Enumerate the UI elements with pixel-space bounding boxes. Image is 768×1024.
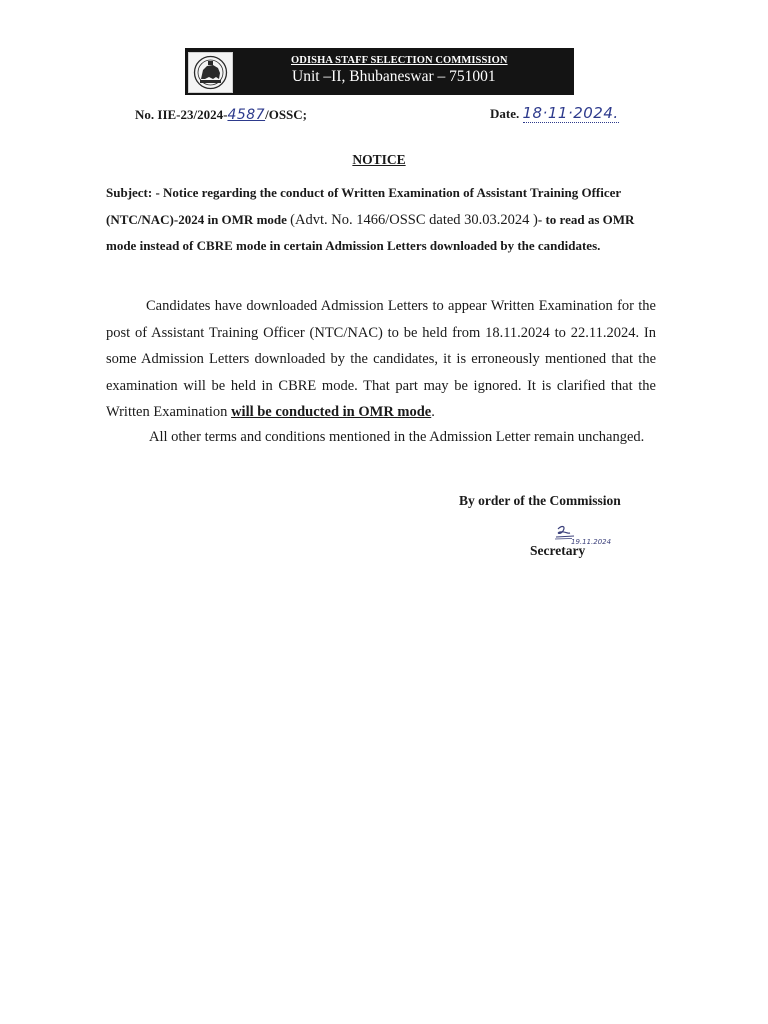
reference-suffix: /OSSC; — [265, 107, 307, 122]
para1-emphasis: will be conducted in OMR mode — [231, 404, 432, 420]
date-handwritten-value: 18·11·2024. — [522, 104, 619, 122]
secretary-designation: Secretary — [530, 543, 586, 558]
subject-bold-end-text: - to read as OMR mode instead of CBRE mode in certain Admission Letters downloaded by the candidates. — [106, 211, 635, 253]
notice-date — [490, 104, 619, 122]
signature-date: 19.11.2024 — [571, 538, 612, 546]
notice-title: NOTICE — [352, 152, 406, 167]
odisha-emblem-icon — [188, 52, 233, 93]
para1-end: . — [431, 404, 435, 420]
subject-advt-reference: (Advt. No. 1466/OSSC dated 30.03.2024 ) — [290, 211, 538, 228]
organization-name: ODISHA STAFF SELECTION COMMISSION — [291, 55, 508, 66]
by-order-line: By order of the Commission — [459, 493, 621, 508]
letterhead-banner — [185, 48, 574, 95]
body-paragraph-1 — [106, 293, 656, 426]
notice-subject — [106, 180, 656, 260]
reference-handwritten-number: 4587 — [227, 107, 266, 123]
para1-text: Candidates have downloaded Admission Letters to appear Written Examination for the post of Assistant Training Officer (NTC/NAC) to be held from 18.11.2024 to 22.11.2024. In some Admission Letters downloaded by the candidates, it is erroneously mentioned that the examination will be held in CBRE mode. That part may be ignored. It is clarified that the Written Examination — [106, 298, 656, 420]
body-paragraph-2: All other terms and conditions mentioned in the Admission Letter remain unchanged. — [149, 429, 645, 445]
subject-bold-text: Subject: - Notice regarding the conduct of Written Examination of Assistant Training Officer (NTC/NAC)-2024 in OMR mode — [106, 185, 621, 227]
reference-prefix: No. IIE-23/2024- — [135, 107, 228, 122]
organization-address: Unit –II, Bhubaneswar – 751001 — [292, 68, 496, 85]
date-label: Date. — [490, 106, 520, 121]
reference-number — [135, 107, 307, 123]
